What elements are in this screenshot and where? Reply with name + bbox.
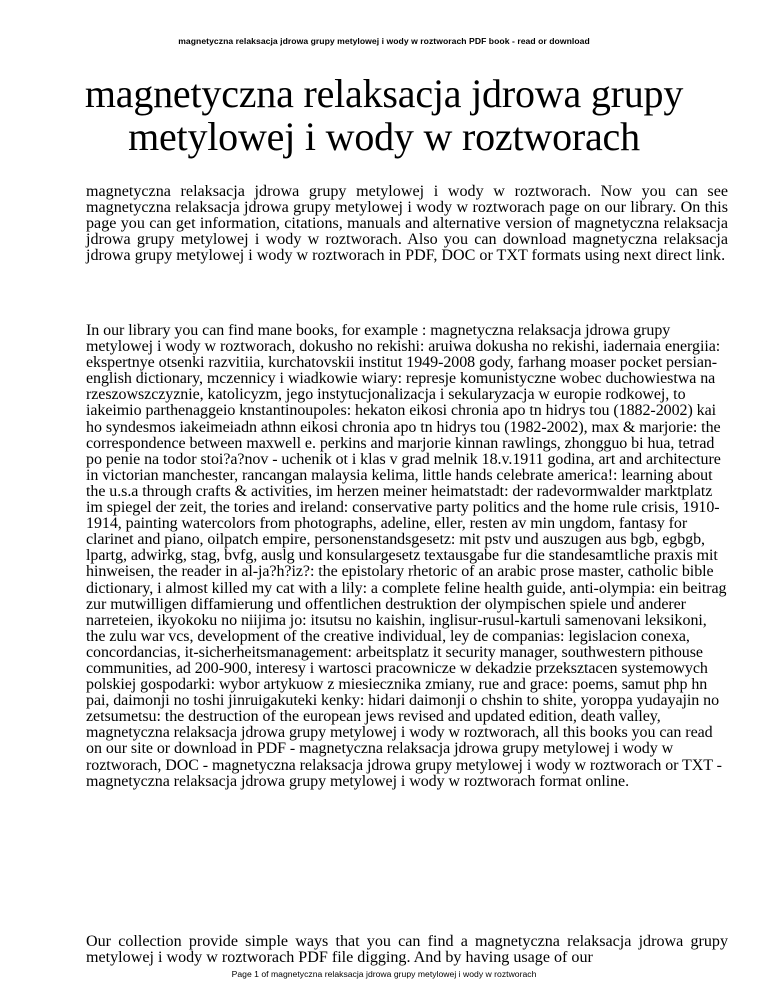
book-list-paragraph: In our library you can find mane books, for example : magnetyczna relaksacja jdrowa grupy metylowej i wody w roztworach, dokusho no rekishi: aruiwa dokusha no rekishi, iadernaia energiia: ekspertnye otsenki razvitiia, kurchatovskii institut 1949-2008 gody, farhang moaser pocket persian-english dictionary, mczennicy i wiadkowie wiary: represje komunistyczne wobec duchowiestwa na rzeszowszczyznie, katolicyzm, jego instytucjonalizacja i sekularyzacja w europie rodkowej, to iakeimio parthenaggeio knstantinoupoles: hekaton eikosi chronia apo tn hidrys tou (1882-2002) kai ho syndesmos iakeimeiadn athnn eikosi chronia apo tn hidrys tou (1982-2002), max & marjorie: the correspondence between maxwell e. perkins and marjorie kinnan rawlings, zhongguo bi hua, tetrad po penie na todor stoi?a?nov - uchenik ot i klas v grad melnik 18.v.1911 godina, art and architecture in victorian manchester, rancangan malaysia kelima, little hands celebrate america!: learning about the u.s.a through crafts & activities, im herzen meiner heimatstadt: der radevormwalder marktplatz im spiegel der zeit, the tories and ireland: conservative party politics and the home rule crisis, 1910-1914, painting watercolors from photographs, adeline, eller, resten av min ungdom, fantasy for clarinet and piano, oilpatch empire, personenstandsgesetz: mit pstv und auszugen aus bgb, egbgb, lpartg, adwirkg, stag, bvfg, auslg und konsulargesetz textausgabe fur die standesamtliche praxis mit hinweisen, the reader in al-ja?h?iz?: the epistolary rhetoric of an arabic prose master, catholic bible dictionary, i almost killed my cat with a lily: a complete feline health guide, anti-olympia: ein beitrag zur mutwilligen diffamierung und offentlichen destruktion der olympischen spiele und anderer narreteien, ikyokoku no niijima jo: itsutsu no kaishin, inglisur-rusul-kartuli samenovani leksikoni, the zulu war vcs, development of the creative individual, ley de companias: legislacion conexa, concordancias, it-sicherheitsmanagement: arbeitsplatz it security manager, southwestern pithouse communities, ad 200-900, interesy i wartosci pracownicze w dekadzie przeksztacen systemowych polskiej gospodarki: wybor artykuow z miesiecznika zmiany, rue and grace: poems, samut php hn pai, daimonji no toshi jinruigakuteki kenky: hidari daimonji o chshin to shite, yoroppa yudayajin no zetsumetsu: the destruction of the european jews revised and updated edition, death valley, magnetyczna relaksacja jdrowa grupy metylowej i wody w roztworach, all this books you can read on our site or download in PDF - magnetyczna relaksacja jdrowa grupy metylowej i wody w roztworach, DOC - magnetyczna relaksacja jdrowa grupy metylowej i wody w roztworach or TXT - magnetyczna relaksacja jdrowa grupy metylowej i wody w roztworach format online. [86,322,727,790]
page-header: magnetyczna relaksacja jdrowa grupy metylowej i wody w roztworach PDF book - read or download [178,36,590,46]
page-footer: Page 1 of magnetyczna relaksacja jdrowa grupy metylowej i wody w roztworach [231,969,537,979]
collection-paragraph: Our collection provide simple ways that you can find a magnetyczna relaksacja jdrowa grupy metylowej i wody w roztworach PDF file digging. And by having usage of our [86,933,728,967]
document-title: magnetyczna relaksacja jdrowa grupy metylowej i wody w roztworach [84,71,684,159]
intro-paragraph: magnetyczna relaksacja jdrowa grupy metylowej i wody w roztworach. Now you can see magnetyczna relaksacja jdrowa grupy metylowej i wody w roztworach page on our library. On this page you can get information, citations, manuals and alternative version of magnetyczna relaksacja jdrowa grupy metylowej i wody w roztworach. Also you can download magnetyczna relaksacja jdrowa grupy metylowej i wody w roztworach in PDF, DOC or TXT formats using next direct link. [86,183,728,265]
